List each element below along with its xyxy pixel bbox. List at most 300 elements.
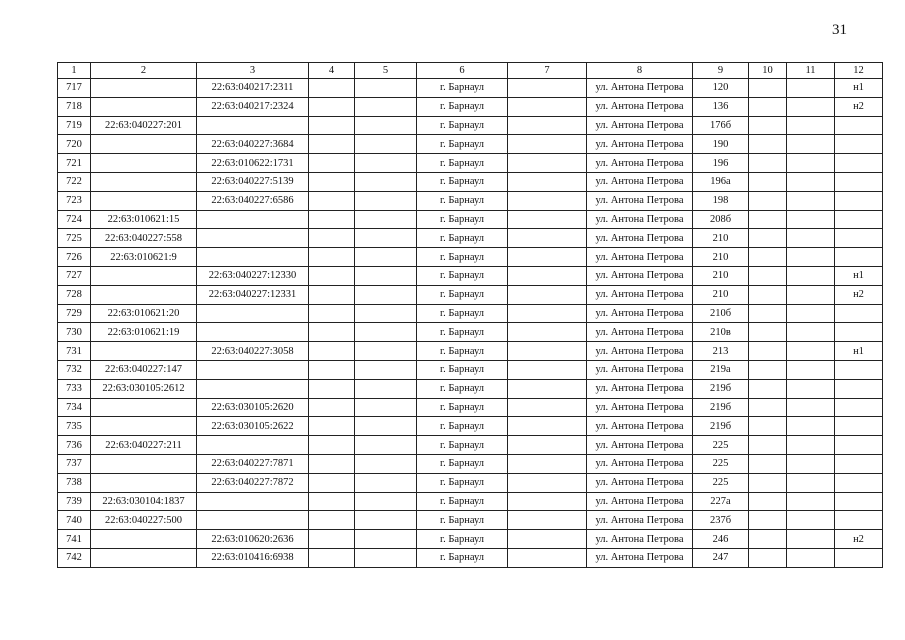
cell-col-12 [835,492,883,511]
cell-col-1: 738 [58,473,91,492]
cell-col-4 [309,97,355,116]
cell-col-8: ул. Антона Петрова [587,135,693,154]
cell-col-7 [508,511,587,530]
cell-col-2 [91,172,197,191]
cell-col-11 [787,135,835,154]
cell-col-11 [787,492,835,511]
cell-col-11 [787,172,835,191]
cell-col-12: н2 [835,97,883,116]
cell-col-1: 733 [58,379,91,398]
cell-col-3: 22:63:040227:7871 [197,454,309,473]
cell-col-8: ул. Антона Петрова [587,417,693,436]
cell-col-10 [749,548,787,567]
cell-col-10 [749,360,787,379]
cell-col-9: 210 [693,285,749,304]
cell-col-4 [309,454,355,473]
cell-col-1: 742 [58,548,91,567]
cell-col-6: г. Барнаул [417,79,508,98]
table-row [58,285,883,304]
cell-col-3 [197,436,309,455]
cell-col-8: ул. Антона Петрова [587,154,693,173]
cell-col-7 [508,379,587,398]
cell-col-4 [309,191,355,210]
cell-col-1: 732 [58,360,91,379]
cell-col-5 [355,417,417,436]
cell-col-8: ул. Антона Петрова [587,492,693,511]
cell-col-12: н1 [835,266,883,285]
cell-col-9: 219б [693,417,749,436]
cell-col-6: г. Барнаул [417,116,508,135]
cell-col-10 [749,436,787,455]
cell-col-7 [508,266,587,285]
cell-col-9: 219б [693,379,749,398]
cell-col-10 [749,191,787,210]
cell-col-11 [787,436,835,455]
cell-col-5 [355,79,417,98]
cell-col-9: 225 [693,436,749,455]
cell-col-10 [749,116,787,135]
cell-col-12 [835,304,883,323]
cell-col-3: 22:63:040227:3058 [197,342,309,361]
cell-col-2: 22:63:040227:201 [91,116,197,135]
table-row [58,511,883,530]
column-header-1: 1 [58,63,91,79]
cell-col-9: 208б [693,210,749,229]
cell-col-3 [197,379,309,398]
cell-col-2 [91,417,197,436]
cell-col-7 [508,135,587,154]
cell-col-9: 196а [693,172,749,191]
cell-col-1: 728 [58,285,91,304]
cell-col-9: 198 [693,191,749,210]
cell-col-12 [835,398,883,417]
cell-col-1: 735 [58,417,91,436]
cell-col-6: г. Барнаул [417,248,508,267]
cell-col-11 [787,210,835,229]
cell-col-8: ул. Антона Петрова [587,79,693,98]
cell-col-9: 136 [693,97,749,116]
cell-col-8: ул. Антона Петрова [587,530,693,549]
cell-col-1: 720 [58,135,91,154]
column-header-4: 4 [309,63,355,79]
cell-col-8: ул. Антона Петрова [587,454,693,473]
cell-col-1: 737 [58,454,91,473]
table-row [58,154,883,173]
column-header-6: 6 [417,63,508,79]
cell-col-4 [309,511,355,530]
cell-col-5 [355,266,417,285]
cell-col-10 [749,511,787,530]
cell-col-4 [309,116,355,135]
cell-col-4 [309,248,355,267]
cell-col-12 [835,511,883,530]
cell-col-7 [508,210,587,229]
cell-col-2: 22:63:030104:1837 [91,492,197,511]
table-row [58,116,883,135]
cell-col-9: 190 [693,135,749,154]
cell-col-11 [787,360,835,379]
cell-col-2 [91,135,197,154]
cell-col-5 [355,548,417,567]
cell-col-10 [749,342,787,361]
cell-col-10 [749,97,787,116]
cell-col-11 [787,154,835,173]
cell-col-11 [787,530,835,549]
cell-col-6: г. Барнаул [417,266,508,285]
cell-col-3 [197,323,309,342]
cell-col-1: 740 [58,511,91,530]
cell-col-6: г. Барнаул [417,492,508,511]
cell-col-10 [749,79,787,98]
cell-col-7 [508,398,587,417]
cell-col-11 [787,285,835,304]
cell-col-4 [309,548,355,567]
table-row [58,229,883,248]
cell-col-5 [355,154,417,173]
cell-col-2 [91,97,197,116]
cell-col-3: 22:63:030105:2622 [197,417,309,436]
cell-col-5 [355,304,417,323]
cell-col-12 [835,191,883,210]
cell-col-12 [835,229,883,248]
cell-col-3 [197,229,309,248]
cell-col-11 [787,266,835,285]
cell-col-9: 225 [693,473,749,492]
cell-col-1: 721 [58,154,91,173]
cell-col-4 [309,172,355,191]
cell-col-10 [749,417,787,436]
cell-col-8: ул. Антона Петрова [587,323,693,342]
cell-col-10 [749,229,787,248]
cell-col-1: 741 [58,530,91,549]
cell-col-3: 22:63:040217:2311 [197,79,309,98]
cell-col-1: 730 [58,323,91,342]
cell-col-10 [749,304,787,323]
cell-col-10 [749,154,787,173]
cell-col-12 [835,135,883,154]
cell-col-7 [508,304,587,323]
cell-col-8: ул. Антона Петрова [587,473,693,492]
cell-col-9: 210в [693,323,749,342]
cell-col-12 [835,154,883,173]
cell-col-10 [749,248,787,267]
cell-col-1: 717 [58,79,91,98]
cell-col-12 [835,548,883,567]
cell-col-5 [355,436,417,455]
cell-col-6: г. Барнаул [417,379,508,398]
cell-col-11 [787,97,835,116]
cell-col-11 [787,473,835,492]
cell-col-4 [309,398,355,417]
cell-col-6: г. Барнаул [417,342,508,361]
cell-col-8: ул. Антона Петрова [587,229,693,248]
cell-col-12 [835,436,883,455]
column-header-10: 10 [749,63,787,79]
cell-col-11 [787,342,835,361]
table-row [58,492,883,511]
cell-col-11 [787,248,835,267]
cell-col-8: ул. Антона Петрова [587,511,693,530]
cell-col-8: ул. Антона Петрова [587,248,693,267]
cell-col-7 [508,154,587,173]
table-row [58,79,883,98]
cell-col-12: н2 [835,530,883,549]
cell-col-4 [309,342,355,361]
cell-col-2 [91,266,197,285]
cell-col-8: ул. Антона Петрова [587,304,693,323]
cell-col-3 [197,248,309,267]
cell-col-12 [835,116,883,135]
cell-col-9: 227а [693,492,749,511]
table-row [58,360,883,379]
table-row [58,323,883,342]
cell-col-8: ул. Антона Петрова [587,548,693,567]
cell-col-7 [508,530,587,549]
cell-col-6: г. Барнаул [417,97,508,116]
cell-col-4 [309,436,355,455]
table-row [58,379,883,398]
cell-col-4 [309,304,355,323]
table-row [58,191,883,210]
table-row [58,436,883,455]
cell-col-12 [835,417,883,436]
cell-col-1: 739 [58,492,91,511]
table-row [58,304,883,323]
cell-col-10 [749,135,787,154]
cell-col-8: ул. Антона Петрова [587,266,693,285]
cell-col-1: 719 [58,116,91,135]
cell-col-6: г. Барнаул [417,154,508,173]
cell-col-10 [749,172,787,191]
cell-col-2 [91,154,197,173]
cell-col-4 [309,79,355,98]
cell-col-6: г. Барнаул [417,323,508,342]
cell-col-2 [91,285,197,304]
cell-col-4 [309,323,355,342]
cell-col-6: г. Барнаул [417,229,508,248]
cell-col-12 [835,379,883,398]
cell-col-12 [835,454,883,473]
column-header-2: 2 [91,63,197,79]
cell-col-12: н1 [835,342,883,361]
cell-col-1: 734 [58,398,91,417]
table-row [58,417,883,436]
cell-col-1: 727 [58,266,91,285]
cell-col-3: 22:63:040227:12330 [197,266,309,285]
cell-col-11 [787,304,835,323]
cell-col-4 [309,210,355,229]
cell-col-7 [508,548,587,567]
cell-col-12 [835,210,883,229]
cell-col-1: 722 [58,172,91,191]
cell-col-7 [508,97,587,116]
cell-col-2 [91,191,197,210]
cell-col-5 [355,172,417,191]
cell-col-1: 729 [58,304,91,323]
cell-col-10 [749,530,787,549]
cell-col-10 [749,266,787,285]
cell-col-1: 718 [58,97,91,116]
cell-col-4 [309,473,355,492]
table-row [58,248,883,267]
table-body [58,79,883,568]
table-row [58,473,883,492]
table-row [58,342,883,361]
cell-col-9: 210 [693,266,749,285]
cell-col-4 [309,492,355,511]
cell-col-2 [91,473,197,492]
cell-col-7 [508,417,587,436]
cell-col-6: г. Барнаул [417,398,508,417]
cell-col-9: 210 [693,248,749,267]
cell-col-11 [787,511,835,530]
cell-col-1: 724 [58,210,91,229]
cell-col-6: г. Барнаул [417,436,508,455]
cell-col-2: 22:63:040227:147 [91,360,197,379]
table-row [58,398,883,417]
cell-col-7 [508,191,587,210]
cell-col-12 [835,248,883,267]
cell-col-10 [749,210,787,229]
cell-col-6: г. Барнаул [417,417,508,436]
cell-col-5 [355,511,417,530]
column-header-5: 5 [355,63,417,79]
cell-col-7 [508,360,587,379]
cell-col-12: н2 [835,285,883,304]
cell-col-6: г. Барнаул [417,135,508,154]
cell-col-5 [355,492,417,511]
cell-col-9: 210б [693,304,749,323]
cell-col-1: 731 [58,342,91,361]
column-header-3: 3 [197,63,309,79]
cell-col-6: г. Барнаул [417,210,508,229]
cell-col-5 [355,379,417,398]
cell-col-2: 22:63:040227:500 [91,511,197,530]
cell-col-3 [197,360,309,379]
cell-col-3: 22:63:040227:6586 [197,191,309,210]
cell-col-8: ул. Антона Петрова [587,436,693,455]
cell-col-3: 22:63:040227:3684 [197,135,309,154]
table-row [58,454,883,473]
table-row [58,548,883,567]
cell-col-12 [835,473,883,492]
cell-col-5 [355,454,417,473]
table-row [58,266,883,285]
cell-col-8: ул. Антона Петрова [587,116,693,135]
cell-col-9: 219а [693,360,749,379]
cell-col-6: г. Барнаул [417,454,508,473]
cell-col-4 [309,360,355,379]
cell-col-11 [787,191,835,210]
cell-col-5 [355,342,417,361]
cell-col-2: 22:63:030105:2612 [91,379,197,398]
cell-col-10 [749,454,787,473]
cell-col-2: 22:63:010621:9 [91,248,197,267]
cell-col-5 [355,285,417,304]
cell-col-4 [309,379,355,398]
cell-col-11 [787,398,835,417]
cell-col-7 [508,285,587,304]
table-row [58,210,883,229]
cell-col-6: г. Барнаул [417,548,508,567]
cell-col-4 [309,530,355,549]
cell-col-11 [787,116,835,135]
cell-col-2 [91,342,197,361]
cell-col-4 [309,266,355,285]
cell-col-4 [309,135,355,154]
cell-col-2: 22:63:040227:211 [91,436,197,455]
cell-col-3 [197,492,309,511]
cell-col-3: 22:63:040227:7872 [197,473,309,492]
cell-col-8: ул. Антона Петрова [587,285,693,304]
cell-col-9: 246 [693,530,749,549]
cell-col-6: г. Барнаул [417,530,508,549]
cell-col-1: 726 [58,248,91,267]
cell-col-3: 22:63:010622:1731 [197,154,309,173]
cell-col-5 [355,135,417,154]
column-header-12: 12 [835,63,883,79]
cell-col-7 [508,248,587,267]
cell-col-5 [355,210,417,229]
cell-col-7 [508,79,587,98]
cell-col-9: 196 [693,154,749,173]
cell-col-10 [749,492,787,511]
register-table [57,62,883,568]
cell-col-4 [309,154,355,173]
column-header-9: 9 [693,63,749,79]
cell-col-6: г. Барнаул [417,191,508,210]
cell-col-10 [749,323,787,342]
cell-col-11 [787,79,835,98]
cell-col-11 [787,229,835,248]
cell-col-3 [197,304,309,323]
cell-col-3: 22:63:010416:6938 [197,548,309,567]
cell-col-7 [508,172,587,191]
cell-col-3: 22:63:040227:5139 [197,172,309,191]
cell-col-1: 736 [58,436,91,455]
cell-col-7 [508,436,587,455]
cell-col-5 [355,248,417,267]
cell-col-3: 22:63:040217:2324 [197,97,309,116]
cell-col-11 [787,323,835,342]
cell-col-10 [749,379,787,398]
cell-col-5 [355,116,417,135]
column-header-11: 11 [787,63,835,79]
cell-col-11 [787,548,835,567]
cell-col-7 [508,342,587,361]
cell-col-4 [309,229,355,248]
table-row [58,97,883,116]
cell-col-8: ул. Антона Петрова [587,97,693,116]
cell-col-2: 22:63:010621:19 [91,323,197,342]
cell-col-9: 225 [693,454,749,473]
cell-col-8: ул. Антона Петрова [587,210,693,229]
cell-col-5 [355,360,417,379]
cell-col-12: н1 [835,79,883,98]
cell-col-2: 22:63:010621:15 [91,210,197,229]
cell-col-5 [355,473,417,492]
cell-col-8: ул. Антона Петрова [587,342,693,361]
column-header-7: 7 [508,63,587,79]
cell-col-7 [508,323,587,342]
cell-col-4 [309,417,355,436]
cell-col-6: г. Барнаул [417,473,508,492]
cell-col-7 [508,229,587,248]
cell-col-6: г. Барнаул [417,511,508,530]
cell-col-5 [355,229,417,248]
cell-col-8: ул. Антона Петрова [587,360,693,379]
cell-col-9: 120 [693,79,749,98]
